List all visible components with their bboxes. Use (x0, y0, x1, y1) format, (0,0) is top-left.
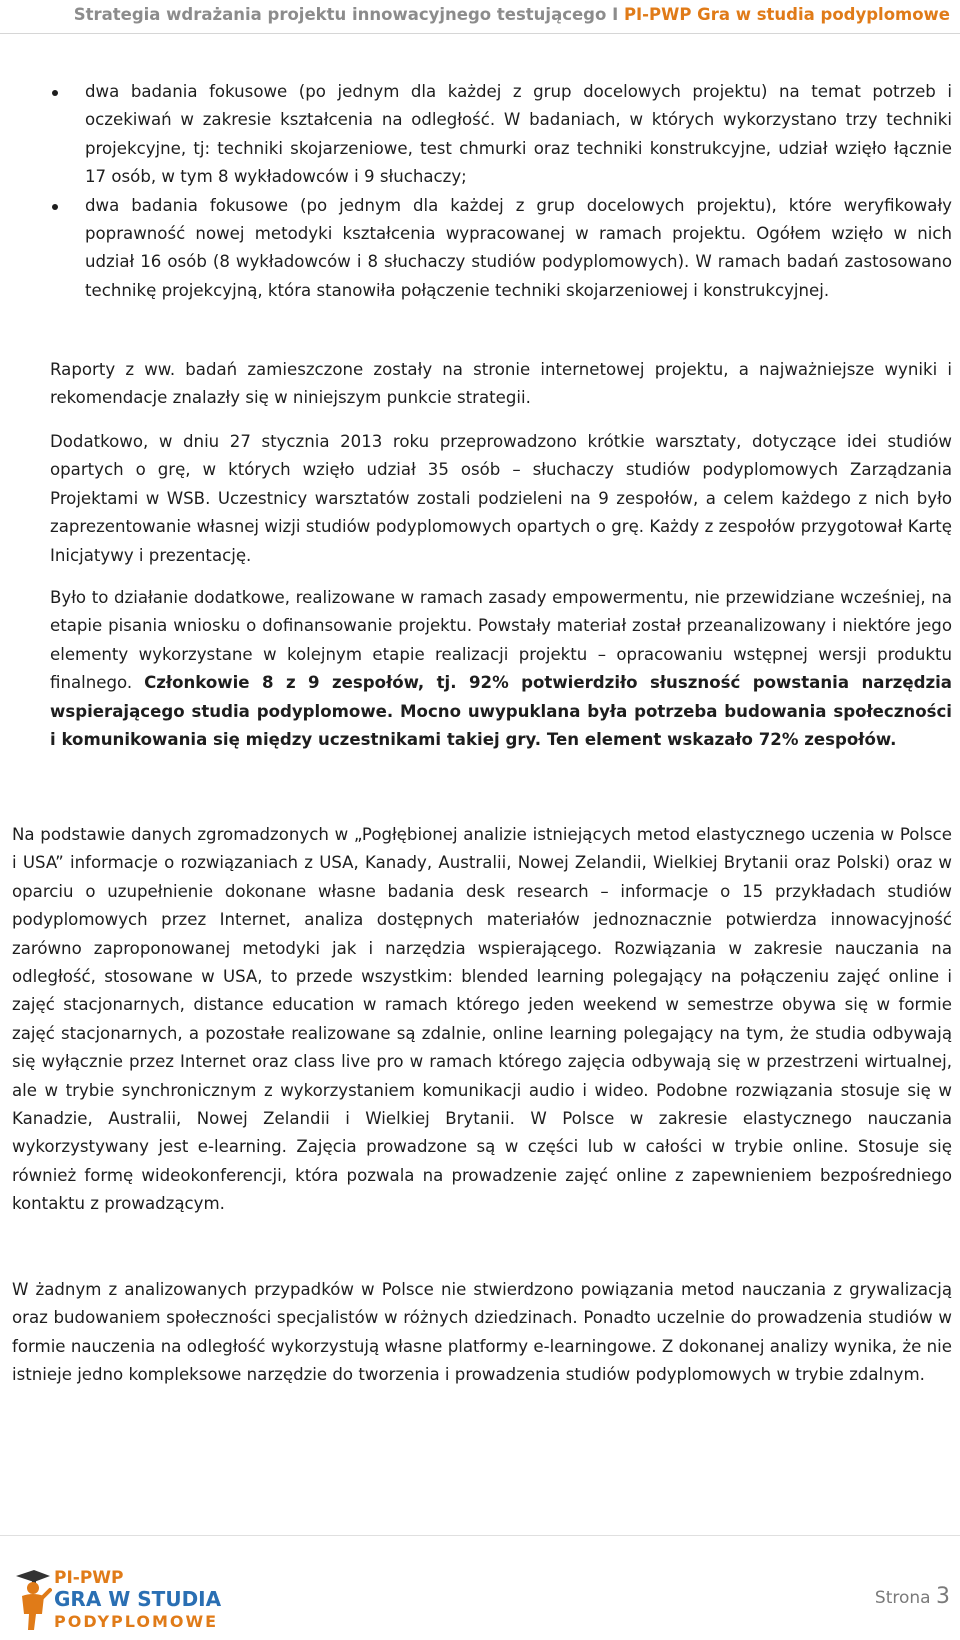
page-header (0, 0, 960, 38)
paragraph-bylo (50, 584, 952, 754)
logo-text-top: PI-PWP (54, 1568, 124, 1588)
logo-text-bottom: PODYPLOMOWE (54, 1612, 219, 1631)
bullet-icon (52, 204, 58, 210)
header-divider (0, 33, 960, 34)
page-label: Strona (874, 1588, 936, 1608)
footer-divider (0, 1535, 960, 1536)
header-title-main: Strategia wdrażania projektu innowacyjnego testującego I (73, 5, 624, 24)
bullet-text: dwa badania fokusowe (po jednym dla każdej z grup docelowych projektu) na temat potrzeb i oczekiwań w zakresie kształcenia na odległość. W badaniach, w których wykorzystano trzy techniki projekcyjne, tj: techniki skojarzeniowe, test chmurki oraz techniki konstrukcyjne, udział wzięło łącznie 17 osób, w tym 8 wykładowców i 9 słuchaczy; (85, 82, 952, 187)
header-title-accent: PI-PWP Gra w studia podyplomowe (623, 5, 950, 24)
bullet-item (50, 78, 952, 192)
paragraph-w-zadnym: W żadnym z analizowanych przypadków w Polsce nie stwierdzono powiązania metod nauczania z grywalizacją oraz budowaniem społeczności specjalistów w różnych dziedzinach. Ponadto uczelnie do prowadzenia studiów w formie nauczenia na odległość wykorzystują własne platformy e-learningowe. Z dokonanej analizy wynika, że nie istnieje jedno kompleksowe narzędzie do tworzenia i prowadzenia studiów podyplomowych w trybie zdalnym. (12, 1280, 952, 1385)
graduation-figure-icon (12, 1568, 52, 1634)
project-logo (12, 1568, 232, 1636)
page-number-value: 3 (936, 1584, 950, 1609)
paragraph-bylo-text: Było to działanie dodatkowe, realizowane w ramach zasady empowermentu, nie przewidziane wcześniej, na etapie pisania wniosku o dofinansowanie projektu. Powstały materiał został przeanalizowany i niektóre jego elementy wykorzystane w kolejnym etapie realizacji projektu – opracowaniu wstępnej wersji produktu finalnego. (50, 588, 952, 693)
paragraph-dodatkowo: Dodatkowo, w dniu 27 stycznia 2013 roku przeprowadzono krótkie warsztaty, dotyczące idei studiów opartych o grę, w których wzięło udział 35 osób – słuchaczy studiów podyplomowych Zarządzania Projektami w WSB. Uczestnicy warsztatów zostali podzieleni na 9 zespołów, a celem każdego z nich było zaprezentowanie własnej wizji studiów podyplomowych opartych o grę. Każdy z zespołów przygotował Kartę Inicjatywy i prezentację. (50, 432, 952, 565)
paragraph-bylo-highlight: Członkowie 8 z 9 zespołów, tj. 92% potwierdziło słuszność powstania narzędzia wspierającego studia podyplomowe. Mocno uwypuklana była potrzeba budowania społeczności i komunikowania się między uczestnikami takiej gry. Ten element wskazało 72% zespołów. (50, 673, 952, 750)
bullet-icon (52, 90, 58, 96)
paragraph-raporty: Raporty z ww. badań zamieszczone zostały na stronie internetowej projektu, a najważniejsze wyniki i rekomendacje znalazły się w niniejszym punkcie strategii. (50, 360, 952, 408)
bullet-text: dwa badania fokusowe (po jednym dla każdej z grup docelowych projektu), które weryfikowały poprawność nowej metodyki kształcenia wypracowanej w ramach projektu. Ogółem wzięło w nich udział 16 osób (8 wykładowców i 8 słuchaczy studiów podyplomowych). W ramach badań zastosowano technikę projekcyjną, która stanowiła połączenie techniki skojarzeniowej i konstrukcyjnej. (85, 195, 952, 300)
bullet-item (50, 192, 952, 306)
logo-text-middle: GRA W STUDIA (54, 1587, 222, 1611)
bullet-list (50, 78, 952, 305)
paragraph-na-podstawie: Na podstawie danych zgromadzonych w „Pogłębionej analizie istniejących metod elastycznego uczenia w Polsce i USA” informacje o rozwiązaniach z USA, Kanady, Australii, Nowej Zelandii, Wielkiej Brytanii oraz Polski) oraz w oparciu o uzupełnienie dokonane własne badania desk research – informacje o 15 przykładach studiów podyplomowych przez Internet, analiza dostępnych materiałów jednoznacznie potwierdza innowacyjność zarówno zaproponowanej metodyki jak i narzędzia wspierającego. Rozwiązania w zakresie nauczania na odległość, stosowane w USA, to przede wszystkim: blended learning polegający na połączeniu zajęć online i zajęć stacjonarnych, distance education w ramach którego jeden weekend w semestrze obywa się w formie zajęć stacjonarnych, a pozostałe realizowane są zdalnie, online learning polegający na tym, że studia odbywają się wyłącznie przez Internet oraz class live pro w ramach którego zajęcia odbywają się w przestrzeni wirtualnej, ale w trybie synchronicznym z wykorzystaniem komunikacji audio i wideo. Podobne rozwiązania stosuje się w Kanadzie, Australii, Nowej Zelandii i Wielkiej Brytanii. W Polsce w zakresie elastycznego nauczania wykorzystywany jest e-learning. Zajęcia prowadzone są w części lub w całości w trybie online. Stosuje się również formę wideokonferencji, która pozwala na prowadzenie zajęć online z zapewnieniem bezpośredniego kontaktu z prowadzącym. (12, 825, 952, 1214)
header-title (74, 5, 950, 24)
page-number (875, 1584, 950, 1609)
